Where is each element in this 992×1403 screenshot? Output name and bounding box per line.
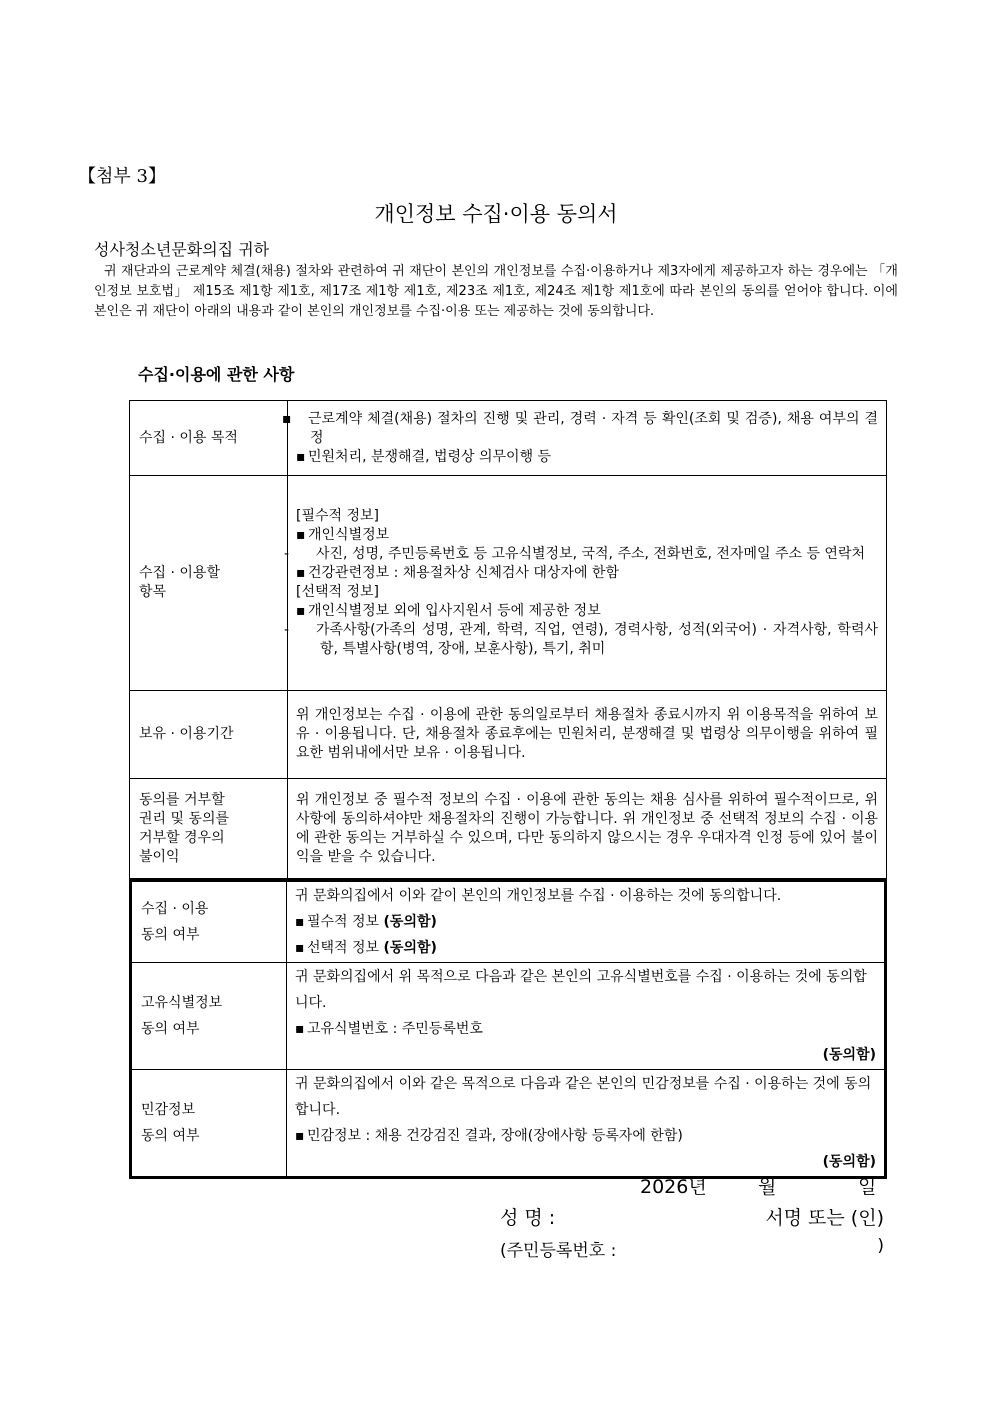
bullet-icon: ▪ [296, 527, 306, 543]
agree-mark[interactable]: (동의함) [822, 1047, 876, 1063]
bullet-icon: ▪ [295, 1128, 305, 1144]
items-content: [필수적 정보] ▪ 개인식별정보 - 사진, 성명, 주민등록번호 등 고유식별정보, 국적, 주소, 전화번호, 전자메일 주소 등 연락처 ▪ 건강관련정보 : 채용절차상 신체검사 대상자에 한함 [선택적 정보] ▪ 개인식별정보 외에 입사지원서 등에 제공한 정보 - 가족사항(가족의 성명, 관계, 학력, 직업, 연령), 경력사항, 성적(외국어) · 자격사항, 학력사항, 특별사항(병역, 장애, 보훈사항), 특기, 취미 [288, 476, 887, 691]
purpose-content [282, 401, 887, 476]
unique-id-label: 고유식별정보 동의 여부 [131, 963, 287, 1070]
table-row [130, 401, 887, 476]
retention-label: 보유 · 이용기간 [130, 691, 288, 779]
refusal-label: 동의를 거부할 권리 및 동의를 거부할 경우의 불이익 [130, 779, 288, 879]
collection-label: 수집 · 이용 동의 여부 [131, 881, 287, 963]
bullet-icon: ▪ [295, 914, 305, 930]
date-day: 일 [858, 1176, 877, 1198]
reg-label: (주민등록번호 : [500, 1241, 617, 1261]
collection-content: 귀 문화의집에서 이와 같이 본인의 개인정보를 수집 · 이용하는 것에 동의합니다. ▪ 필수적 정보 (동의함) ▪ 선택적 정보 (동의함) [287, 881, 886, 963]
intro-paragraph [94, 262, 898, 322]
bullet-icon: ▪ [295, 940, 305, 956]
section-title: 수집·이용에 관한 사항 [138, 365, 295, 384]
table-row [130, 691, 887, 779]
refusal-content: 위 개인정보 중 필수적 정보의 수집 · 이용에 관한 동의는 채용 심사를 위하여 필수적이므로, 위 사항에 동의하셔야만 채용절차의 진행이 가능합니다. 위 개인정보 중 선택적 정보의 수집 · 이용에 관한 동의는 거부하실 수 있으며, 다만 동의하지 않으시는 경우 우대자격 인정 등에 있어 불이익을 받을 수 있습니다. [288, 779, 887, 879]
retention-content: 위 개인정보는 수집 · 이용에 관한 동의일로부터 채용절차 종료시까지 위 이용목적을 위하여 보유 · 이용됩니다. 단, 채용절차 종료후에는 민원처리, 분쟁해결 및 법령상 의무이행을 위하여 필요한 범위내에서만 보유 · 이용됩니다. [288, 691, 887, 779]
sensitive-label: 민감정보 동의 여부 [131, 1070, 287, 1178]
date-year: 2026년 [640, 1176, 707, 1198]
bullet-icon: ▪ [296, 603, 306, 619]
consent-info-table [129, 400, 887, 879]
table-row [131, 1070, 886, 1178]
intro-text: 귀 재단과의 근로계약 체결(채용) 절차와 관련하여 귀 재단이 본인의 개인정보를 수집·이용하거나 제3자에게 제공하고자 하는 경우에는 「개인정보 보호법」 제15조 제1항 제1호, 제17조 제1항 제1호, 제23조 제1호, 제24조 제1항 제1호에 따라 본인의 동의를 얻어야 합니다. 이에 본인은 귀 재단이 아래의 내용과 같이 본인의 개인정보를 수집·이용 또는 제공하는 것에 동의합니다. [94, 264, 898, 319]
name-label: 성 명 : [500, 1207, 556, 1229]
dash-icon: - [284, 546, 290, 562]
agree-mark[interactable]: (동의함) [822, 1154, 876, 1170]
optional-heading: [선택적 정보] [296, 584, 379, 600]
purpose-item: 근로계약 체결(채용) 절차의 진행 및 관리, 경력 · 자격 등 확인(조회 및 검증), 채용 여부의 결정 [308, 410, 878, 446]
unique-id-content: 귀 문화의집에서 위 목적으로 다음과 같은 본인의 고유식별번호를 수집 · 이용하는 것에 동의합니다. ▪ 고유식별번호 : 주민등록번호 (동의함) [287, 963, 886, 1070]
document-title: 개인정보 수집·이용 동의서 [374, 202, 618, 226]
bullet-icon: ▪ [296, 448, 306, 465]
table-row [130, 779, 887, 879]
reg-close: ) [877, 1236, 884, 1256]
items-label: 수집 · 이용할 항목 [130, 476, 288, 691]
sensitive-content: 귀 문화의집에서 이와 같은 목적으로 다음과 같은 본인의 민감정보를 수집 · 이용하는 것에 동의합니다. ▪ 민감정보 : 채용 건강검진 결과, 장애(장애사항 등록자에 한함) (동의함) [287, 1070, 886, 1178]
required-heading: [필수적 정보] [296, 508, 379, 524]
consent-checkbox-table [129, 879, 887, 1179]
signature-date [640, 1172, 876, 1199]
bullet-icon: ▪ [296, 565, 306, 581]
table-row [131, 963, 886, 1070]
table-row [131, 881, 886, 963]
bullet-icon: ▪ [282, 410, 292, 427]
date-month: 월 [758, 1176, 777, 1198]
purpose-label: 수집 · 이용 목적 [130, 401, 288, 476]
bullet-icon: ▪ [295, 1021, 305, 1037]
agree-mark[interactable]: (동의함) [383, 914, 437, 930]
registration-line [500, 1236, 884, 1261]
dash-icon: - [284, 622, 290, 638]
table-row [130, 476, 887, 691]
purpose-item: 민원처리, 분쟁해결, 법령상 의무이행 등 [308, 448, 552, 465]
recipient: 성사청소년문화의집 귀하 [94, 240, 270, 259]
agree-mark[interactable]: (동의함) [383, 940, 437, 956]
attachment-label: 【첨부 3】 [78, 166, 166, 187]
sign-label[interactable]: 서명 또는 (인) [765, 1207, 884, 1229]
signature-line [500, 1203, 884, 1230]
